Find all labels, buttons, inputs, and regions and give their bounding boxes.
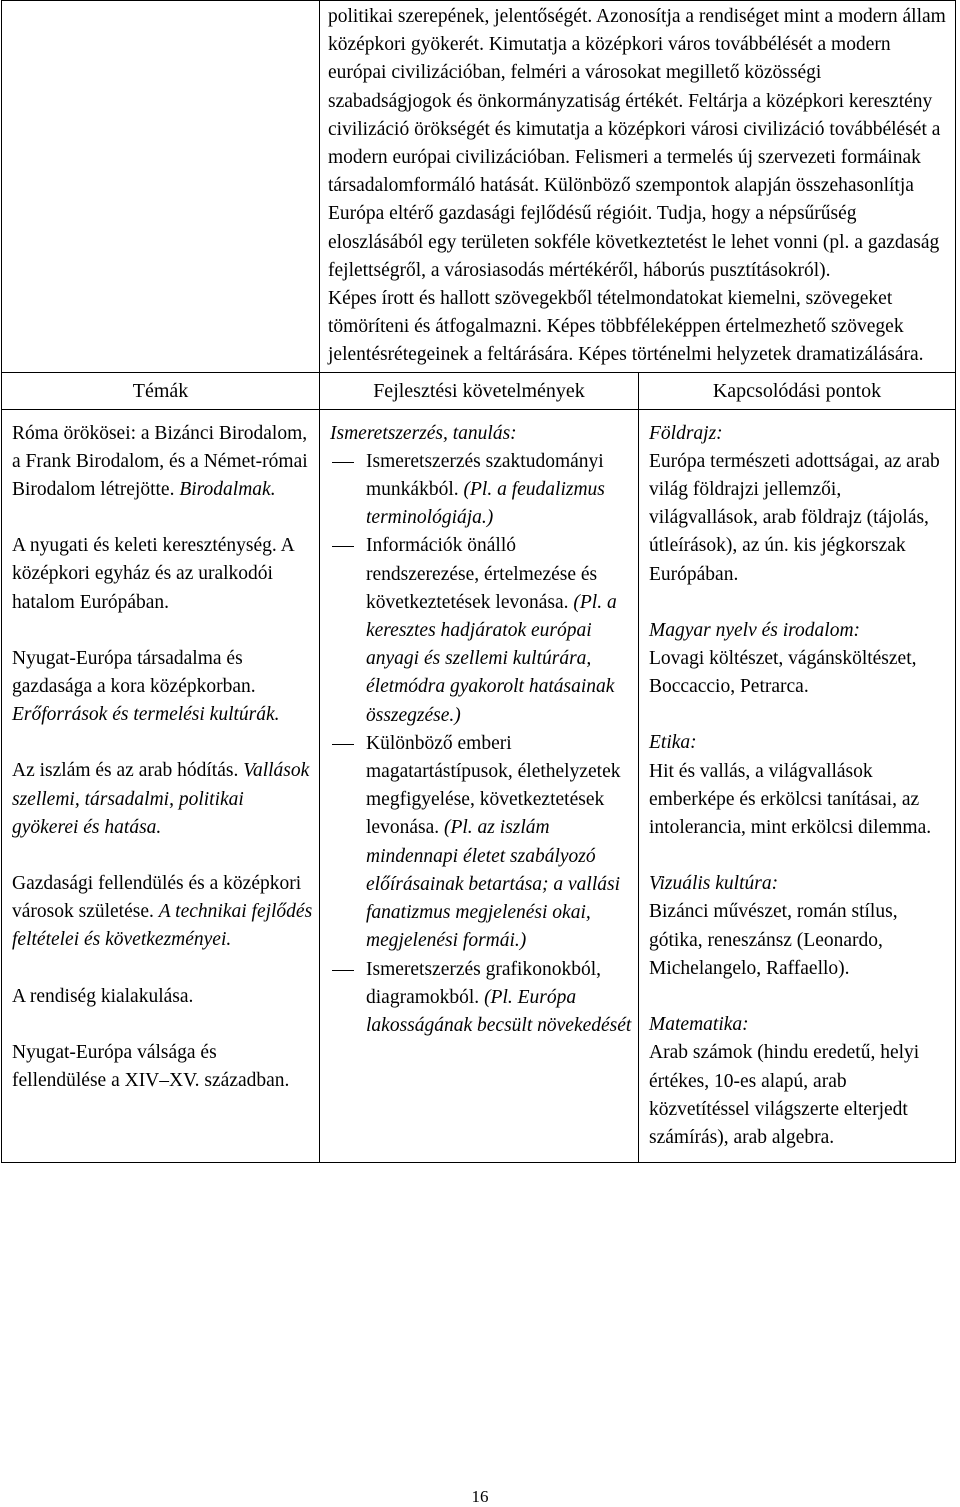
subject-text-vizualis: Bizánci művészet, román stílus, gótika, reneszánsz (Leonardo, Michelangelo, Raffaello). xyxy=(649,901,898,979)
subject-text-etika: Hit és vallás, a világvallások emberképe és erkölcsi tanításai, az intolerancia, mint erkölcsi dilemma. xyxy=(649,760,932,839)
header-fejlesztesi: Fejlesztési követelmények xyxy=(320,372,639,409)
subject-text-matematika: Arab számok (hindu eredetű, helyi értékes, 10-es alapú, arab közvetítéssel világszerte elterjedt számírás), arab algebra. xyxy=(649,1042,920,1148)
list-item-text: Információk önálló rendszerezése, értelmezése és következtetések levonása. xyxy=(366,535,598,613)
subject-label-matematika: Matematika: xyxy=(649,1014,749,1036)
topic-4-italic: Vallások szellemi, társadalmi, politikai gyökerei és hatása. xyxy=(12,760,310,838)
header-kapcsolodasi: Kapcsolódási pontok xyxy=(639,372,956,409)
subject-label-magyar: Magyar nyelv és irodalom: xyxy=(649,619,861,641)
list-item xyxy=(330,448,632,533)
topic-5-text: Gazdasági fellendülés és a középkori városok születése. xyxy=(12,873,302,923)
topic-4-text: Az iszlám és az arab hódítás. xyxy=(12,760,239,782)
list-item-text: Ismeretszerzés grafikonokból, diagramokból. xyxy=(366,958,601,1008)
topic-3 xyxy=(12,645,313,730)
content-row xyxy=(2,409,956,1162)
empty-left-cell xyxy=(2,1,320,373)
topic-3-text: Nyugat-Európa társadalma és gazdasága a kora középkorban. xyxy=(12,647,256,698)
requirements-paragraph-1: politikai szerepének, jelentőségét. Azonosítja a rendiséget mint a modern állam középkori gyökerét. Kimutatja a középkori város továbbélését a modern európai civilizációban, felméri a városokat megillető közösségi szabadságjogok és önkormányzatiság értékét. Feltárja a középkori keresztény civilizáció örökségét és kimutatja a középkori városi civilizáció továbbélését a modern európai civilizációban. Felismeri a termelés új szervezeti formáinak társadalomformáló hatását. Különböző szempontok alapján összehasonlítja Európa eltérő gazdasági fejlődésű régióit. Tudja, hogy a népsűrűség eloszlásából egy területen sokféle következtetést le lehet vonni (pl. a gazdaság fejlettségről, a városiasodás mértékéről, háborús pusztításokról). xyxy=(328,6,946,281)
header-row xyxy=(2,372,956,409)
subject-label-foldrajz: Földrajz: xyxy=(649,422,723,444)
subject-text-foldrajz: Európa természeti adottságai, az arab világ földrajzi jellemzői, világvallások, arab földrajz (tájolás, útleírások), az ún. kis jégkorszak Európában. xyxy=(649,450,940,585)
fejlesztesi-cell xyxy=(320,409,639,1162)
subject-text-magyar: Lovagi költészet, vágánsköltészet, Boccaccio, Petrarca. xyxy=(649,648,917,698)
subject-label-vizualis: Vizuális kultúra: xyxy=(649,873,779,895)
topic-3-italic: Erőforrások és termelési kultúrák. xyxy=(12,704,280,726)
list-item xyxy=(330,730,632,956)
topic-6: A rendiség kialakulása. xyxy=(12,985,194,1007)
list-item-example: (Pl. az iszlám mindennapi életet szabályozó előírásainak betartása; a vallási fanatizmus megjelenési okai, megjelenési formái.) xyxy=(366,817,621,952)
topic-5 xyxy=(12,870,313,955)
requirements-paragraph-2: Képes írott és hallott szövegekből tételmondatokat kiemelni, szövegeket tömöríteni és átfogalmazni. Képes többféleképpen értelmezhető szövegek jelentésrétegeinek a feltárására. Képes történelmi helyzetek dramatizálására. xyxy=(328,288,924,366)
topic-7: Nyugat-Európa válsága és fellendülése a XIV–XV. században. xyxy=(12,1041,290,1092)
topic-2: A nyugati és keleti kereszténység. A középkori egyház és az uralkodói hatalom Európában. xyxy=(12,535,294,613)
topic-1-text: Róma örökösei: a Bizánci Birodalom, a Frank Birodalom, és a Német-római Birodalom létrejötte. xyxy=(12,422,308,501)
kapcsolodasi-cell xyxy=(639,409,956,1162)
page-number: 16 xyxy=(471,1487,489,1506)
subject-label-etika: Etika: xyxy=(649,732,697,754)
requirements-list xyxy=(330,448,632,1040)
curriculum-table xyxy=(1,0,956,1163)
fejlesztesi-heading: Ismeretszerzés, tanulás: xyxy=(330,422,517,444)
list-item-text: Különböző emberi magatartástípusok, élethelyzetek megfigyelése, következtetések levonása. xyxy=(366,732,621,839)
top-row xyxy=(2,1,956,373)
topic-1 xyxy=(12,420,313,505)
requirements-text-cell xyxy=(320,1,956,373)
topic-1-italic: Birodalmak. xyxy=(179,479,276,501)
list-item xyxy=(330,956,632,1041)
temak-cell xyxy=(2,409,320,1162)
list-item-example: (Pl. a feudalizmus terminológiája.) xyxy=(366,479,605,529)
list-item-text: Ismeretszerzés szaktudományi munkákból. xyxy=(366,450,604,501)
topic-5-italic: A technikai fejlődés feltételei és következményei. xyxy=(12,901,313,951)
header-temak: Témák xyxy=(2,372,320,409)
list-item xyxy=(330,532,632,729)
list-item-example: (Pl. Európa lakosságának becsült növekedését xyxy=(366,986,632,1036)
list-item-example: (Pl. a keresztes hadjáratok európai anyagi és szellemi kultúrára, életmódra gyakorolt hatásainak összegzése.) xyxy=(366,591,617,726)
topic-4 xyxy=(12,757,313,842)
